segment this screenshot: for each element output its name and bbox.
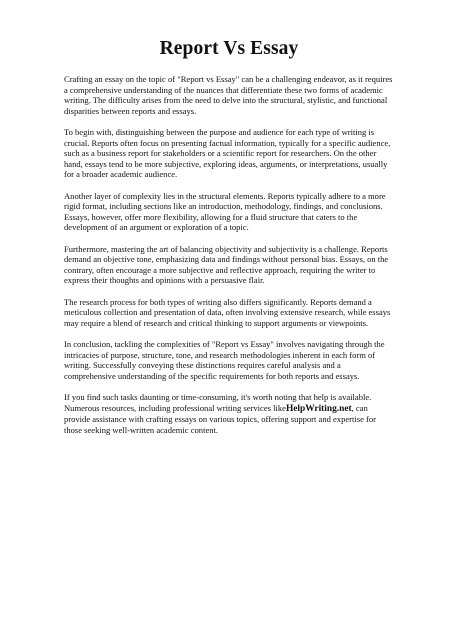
page-title: Report Vs Essay: [159, 38, 299, 59]
paragraph-research: The research process for both types of writing also differs significantly. Reports demand a meticulous collection and presentation of data, often involving extensive research, while essays may require a blend of research and critical thinking to support arguments or viewpoints.: [64, 296, 391, 328]
paragraph-intro: Crafting an essay on the topic of "Report vs Essay" can be a challenging endeavor, as it requires a comprehensive understanding of the nuances that differentiate these two forms of academic writing. The difficulty arises from the need to delve into the structural, stylistic, and functional disparities between reports and essays.: [64, 74, 393, 116]
help-text-after: , can provide assistance with crafting essays on various topics, offering support and expertise for those seeking well-written academic content.: [64, 402, 376, 435]
paragraph-conclusion: In conclusion, tackling the complexities of "Report vs Essay" involves navigating through the intricacies of purpose, structure, tone, and research methodologies inherent in each form of writing. Successfully conveying these distinctions requires careful analysis and a comprehensive understanding of the specific requirements for both reports and essays.: [64, 339, 385, 381]
paragraph-structure: Another layer of complexity lies in the structural elements. Reports typically adhere to a more rigid format, including sections like an introduction, methodology, findings, and conclusions. Essays, however, offer more flexibility, allowing for a fluid structure that caters to the development of an argument or exploration of a topic.: [64, 190, 386, 232]
paragraph-objectivity: Furthermore, mastering the art of balancing objectivity and subjectivity is a challenge. Reports demand an objective tone, emphasizing data and findings without personal bias. Essays, on the contrary, often encourage a more subjective and reflective approach, requiring the writer to express their thoughts and opinions with a persuasive flair.: [64, 243, 389, 285]
brand-name: HelpWriting.net: [285, 403, 352, 414]
paragraph-purpose-audience: To begin with, distinguishing between the purpose and audience for each type of writing is crucial. Reports often focus on presenting factual information, typically for a specific audience, such as a business report for stakeholders or a scientific report for researchers. On the other hand, essays tend to be more subjective, exploring ideas, arguments, or interpretations, usually for a broader academic audience.: [64, 127, 391, 179]
help-text-before: If you find such tasks daunting or time-consuming, it's worth noting that help is available. Numerous resources, including professional writing services like: [64, 392, 372, 413]
paragraph-help: [64, 392, 394, 435]
